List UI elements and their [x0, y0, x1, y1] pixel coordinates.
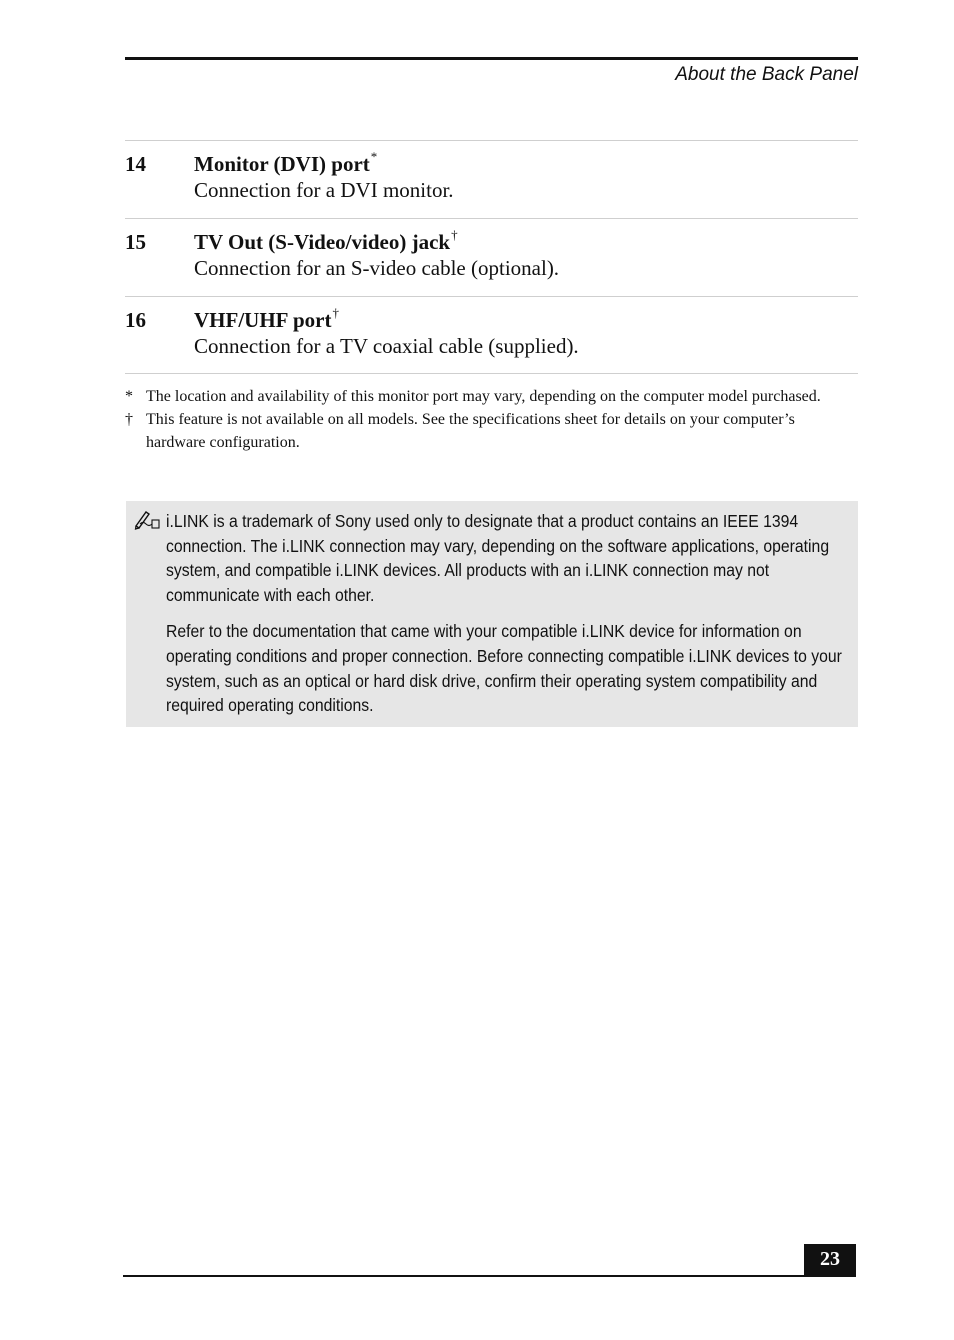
item-number: 15 — [125, 230, 146, 254]
item-description: Connection for an S-video cable (optional). — [194, 256, 560, 280]
item-description: Connection for a DVI monitor. — [194, 178, 454, 202]
list-item — [125, 218, 858, 296]
footnote-text: This feature is not available on all models. See the specifications sheet for details on your computer’s hardware configuration. — [146, 411, 795, 451]
item-title — [194, 307, 339, 333]
running-header: About the Back Panel — [675, 64, 858, 85]
page-number: 23 — [804, 1244, 856, 1277]
footnotes — [125, 385, 858, 454]
item-title — [194, 151, 377, 177]
footnote — [125, 408, 858, 454]
footnote-mark: * — [125, 388, 133, 405]
item-title-text: TV Out (S-Video/video) jack — [194, 230, 451, 254]
item-title-text: VHF/UHF port — [194, 308, 332, 332]
note-text — [166, 509, 850, 718]
top-rule — [125, 57, 858, 60]
note-paragraph: i.LINK is a trademark of Sony used only to designate that a product contains an IEEE 1394 connection. The i.LINK connection may vary, depending on the software applications, operating system, and compatible i.LINK devices. All products with an i.LINK connection may not communicate with each other. — [166, 511, 830, 605]
item-number: 16 — [125, 308, 146, 332]
footnote — [125, 385, 858, 408]
footnote-reference: † — [451, 227, 458, 242]
footnote-text: The location and availability of this monitor port may vary, depending on the computer model purchased. — [146, 388, 821, 405]
note-pencil-icon — [134, 508, 160, 530]
footnote-mark: † — [125, 411, 133, 428]
item-title — [194, 229, 458, 255]
list-item — [125, 140, 858, 218]
item-title-text: Monitor (DVI) port — [194, 152, 370, 176]
list-item — [125, 296, 858, 374]
item-description: Connection for a TV coaxial cable (supplied). — [194, 334, 579, 358]
note-box — [126, 501, 858, 727]
bottom-rule — [123, 1275, 856, 1277]
note-paragraph: Refer to the documentation that came with your compatible i.LINK device for information on operating conditions and proper connection. Before connecting compatible i.LINK devices to your system, such as an optical or hard disk drive, confirm their operating system compatibility and required operating conditions. — [166, 621, 842, 716]
port-list — [125, 140, 858, 374]
footnote-reference: * — [370, 149, 378, 164]
item-number: 14 — [125, 152, 146, 176]
footnote-reference: † — [332, 305, 339, 320]
